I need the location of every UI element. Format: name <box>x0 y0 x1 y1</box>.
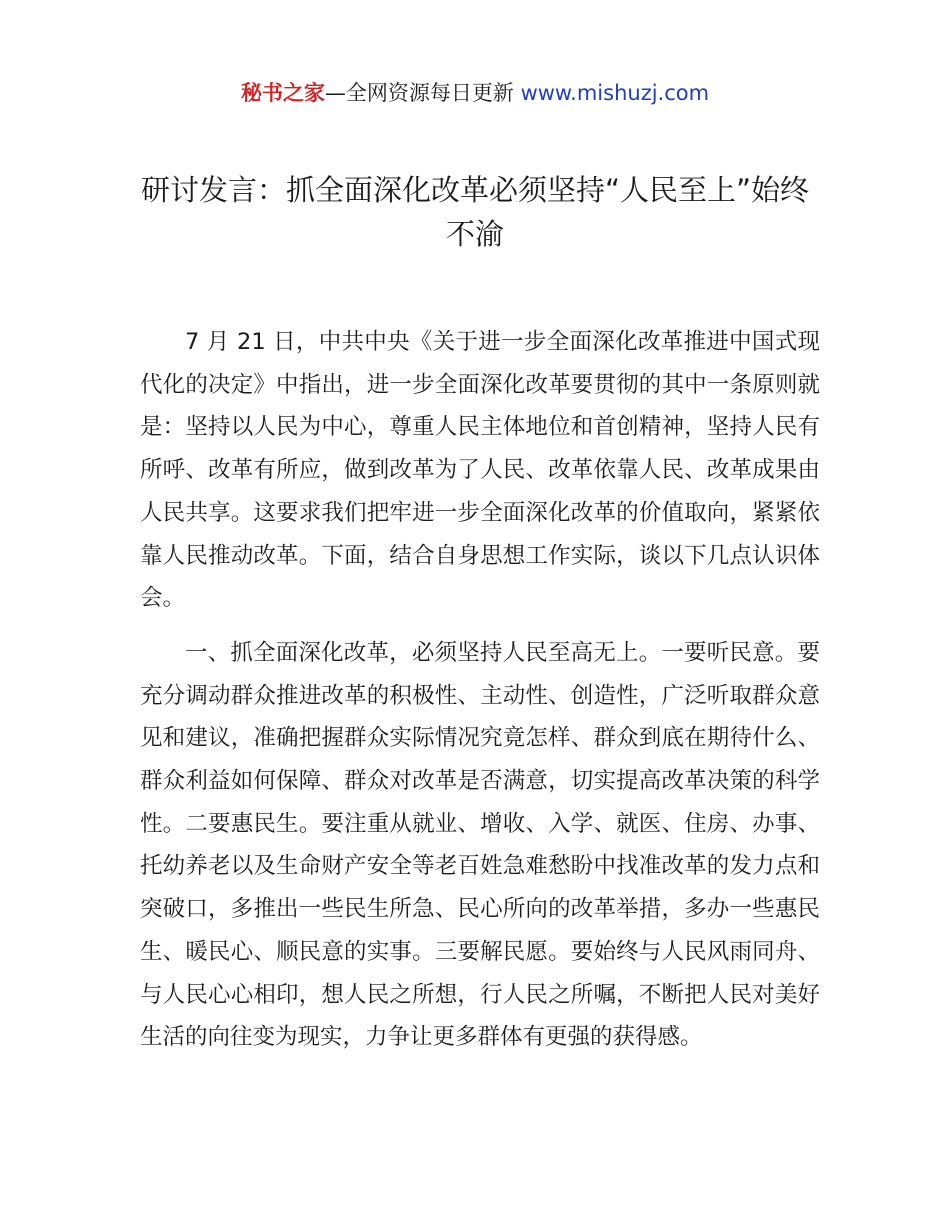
page-header <box>0 78 950 108</box>
paragraph-intro: 7 月 21 日，中共中央《关于进一步全面深化改革推进中国式现代化的决定》中指出，进一步全面深化改革要贯彻的其中一条原则就是：坚持以人民为中心，尊重人民主体地位和首创精神，坚持人民有所呼、改革有所应，做到改革为了人民、改革依靠人民、改革成果由人民共享。这要求我们把牢进一步全面深化改革的价值取向，紧紧依靠人民推动改革。下面，结合自身思想工作实际，谈以下几点认识体会。 <box>140 329 820 612</box>
site-brand: 秘书之家 <box>240 81 325 105</box>
document-body <box>140 321 820 1071</box>
site-url-link[interactable]: www.mishuzj.com <box>520 81 710 105</box>
document-title: 研讨发言：抓全面深化改革必须坚持“人民至上”始终不渝 <box>140 173 810 251</box>
site-tagline: —全网资源每日更新 <box>324 81 521 105</box>
paragraph-section-one: 一、抓全面深化改革，必须坚持人民至高无上。一要听民意。要充分调动群众推进改革的积极性、主动性、创造性，广泛听取群众意见和建议，准确把握群众实际情况究竟怎样、群众到底在期待什么、群众利益如何保障、群众对改革是否满意，切实提高改革决策的科学性。二要惠民生。要注重从就业、增收、入学、就医、住房、办事、托幼养老以及生命财产安全等老百姓急难愁盼中找准改革的发力点和突破口，多推出一些民生所急、民心所向的改革举措，多办一些惠民生、暖民心、顺民意的实事。三要解民愿。要始终与人民风雨同舟、与人民心心相印，想人民之所想，行人民之所嘱，不断把人民对美好生活的向往变为现实，力争让更多群体有更强的获得感。 <box>140 639 820 1051</box>
